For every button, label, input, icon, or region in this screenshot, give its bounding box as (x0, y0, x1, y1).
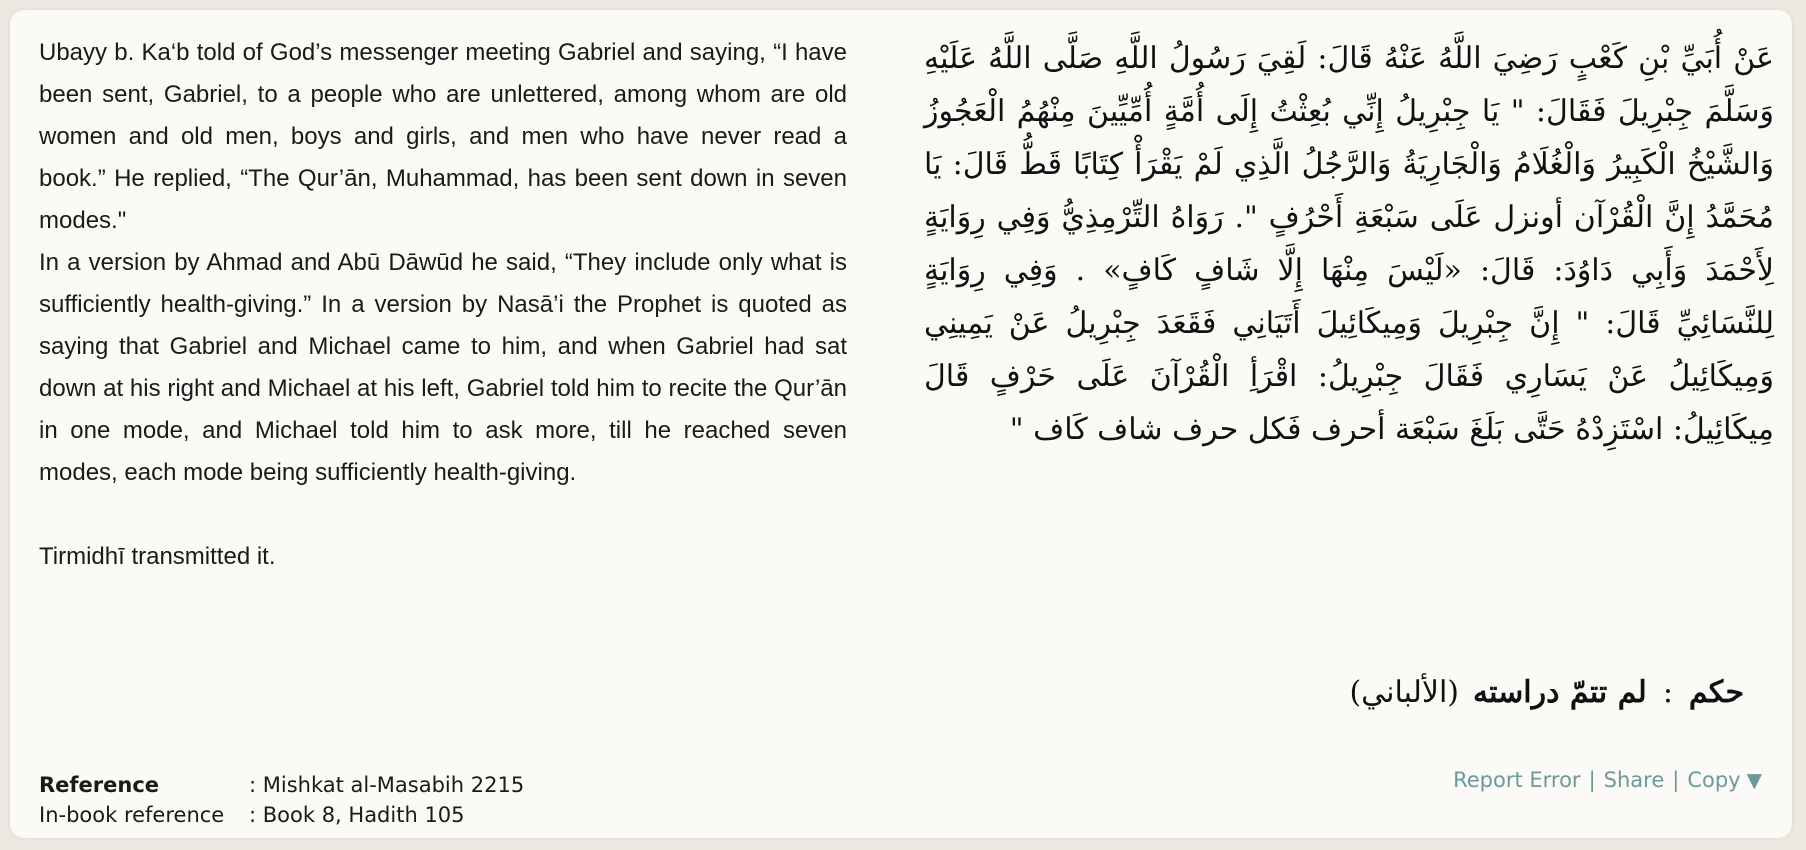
reference-block (39, 770, 524, 830)
reference-row (39, 770, 524, 800)
english-version: In a version by Ahmad and Abū Dāwūd he said, “They include only what is sufficiently health-giving.” In a version by Nasā’i the Prophet is quoted as saying that Gabriel and Michael came to him, and when Gabriel had sat down at his right and Michael at his left, Gabriel told him to recite the Qur’ān in one mode, and Michael told him to ask more, till he reached seven modes, each mode being sufficiently health-giving. (39, 249, 847, 486)
english-text (39, 32, 847, 578)
arabic-text (924, 32, 1774, 456)
hukm-grade (1349, 675, 1744, 710)
inbook-reference-value: : Book 8, Hadith 105 (249, 803, 465, 827)
action-separator: | (1588, 768, 1596, 792)
hukm-grader: (الألباني) (1349, 675, 1459, 710)
hukm-label: حكم (1688, 675, 1744, 710)
english-grade: Tirmidhī transmitted it. (39, 543, 276, 570)
action-links (1453, 768, 1762, 792)
copy-dropdown-icon[interactable]: ▼ (1746, 768, 1762, 792)
hukm-separator: : (1662, 675, 1673, 710)
reference-label: Reference (39, 773, 160, 797)
arabic-narration: عَنْ أُبَيِّ بْنِ كَعْبٍ رَضِيَ اللَّهُ عَنْهُ قَالَ: لَقِيَ رَسُولُ اللَّهِ صَلَّى اللَّهُ عَلَيْهِ وَسَلَّمَ جِبْرِيلَ فَقَالَ: " يَا جِبْرِيلُ إِنِّي بُعِثْتُ إِلَى أُمَّةٍ أُمِّيِّينَ مِنْهُمُ الْعَجُوزُ وَالشَّيْخُ الْكَبِيرُ وَالْغُلَامُ وَالْجَارِيَةُ وَالرَّجُلُ الَّذِي لَمْ يَقْرَأْ كِتَابًا قَطُّ قَالَ: يَا مُحَمَّدُ إِنَّ الْقُرْآن أونزل عَلَى سَبْعَةِ أَحْرُفٍ ". رَوَاهُ التِّرْمِذِيُّ وَفِي رِوَايَةٍ لِأَحْمَدَ وَأَبِي دَاوُدَ: قَالَ: «لَيْسَ مِنْهَا إِلَّا شَافٍ كَافٍ» . وَفِي رِوَايَةٍ لِلنَّسَائِيِّ قَالَ: " إِنَّ جِبْرِيلَ وَمِيكَائِيلَ أَتَيَانِي فَقَعَدَ جِبْرِيلُ عَنْ يَمِينِي وَمِيكَائِيلُ عَنْ يَسَارِي فَقَالَ جِبْرِيلُ: اقْرَأِ الْقُرْآنَ عَلَى حَرْفٍ قَالَ مِيكَائِيلُ: اسْتَزِدْهُ حَتَّى بَلَغَ سَبْعَة أحرف فَكل حرف شاف كَاف " (924, 41, 1774, 447)
action-separator: | (1672, 768, 1680, 792)
inbook-reference-label: In-book reference (39, 803, 225, 827)
hukm-value: لم تتمّ دراسته (1472, 675, 1647, 710)
inbook-reference-row (39, 800, 524, 830)
copy-link[interactable]: Copy (1687, 768, 1741, 792)
report-error-link[interactable]: Report Error (1453, 768, 1581, 792)
reference-value: : Mishkat al-Masabih 2215 (249, 773, 525, 797)
share-link[interactable]: Share (1603, 768, 1665, 792)
hadith-card (10, 10, 1792, 838)
english-narration: Ubayy b. Ka‘b told of God’s messenger meeting Gabriel and saying, “I have been sent, Gabriel, to a people who are unlettered, among whom are old women and old men, boys and girls, and men who have never read a book.” He replied, “The Qur’ān, Muhammad, has been sent down in seven modes." (39, 39, 847, 234)
